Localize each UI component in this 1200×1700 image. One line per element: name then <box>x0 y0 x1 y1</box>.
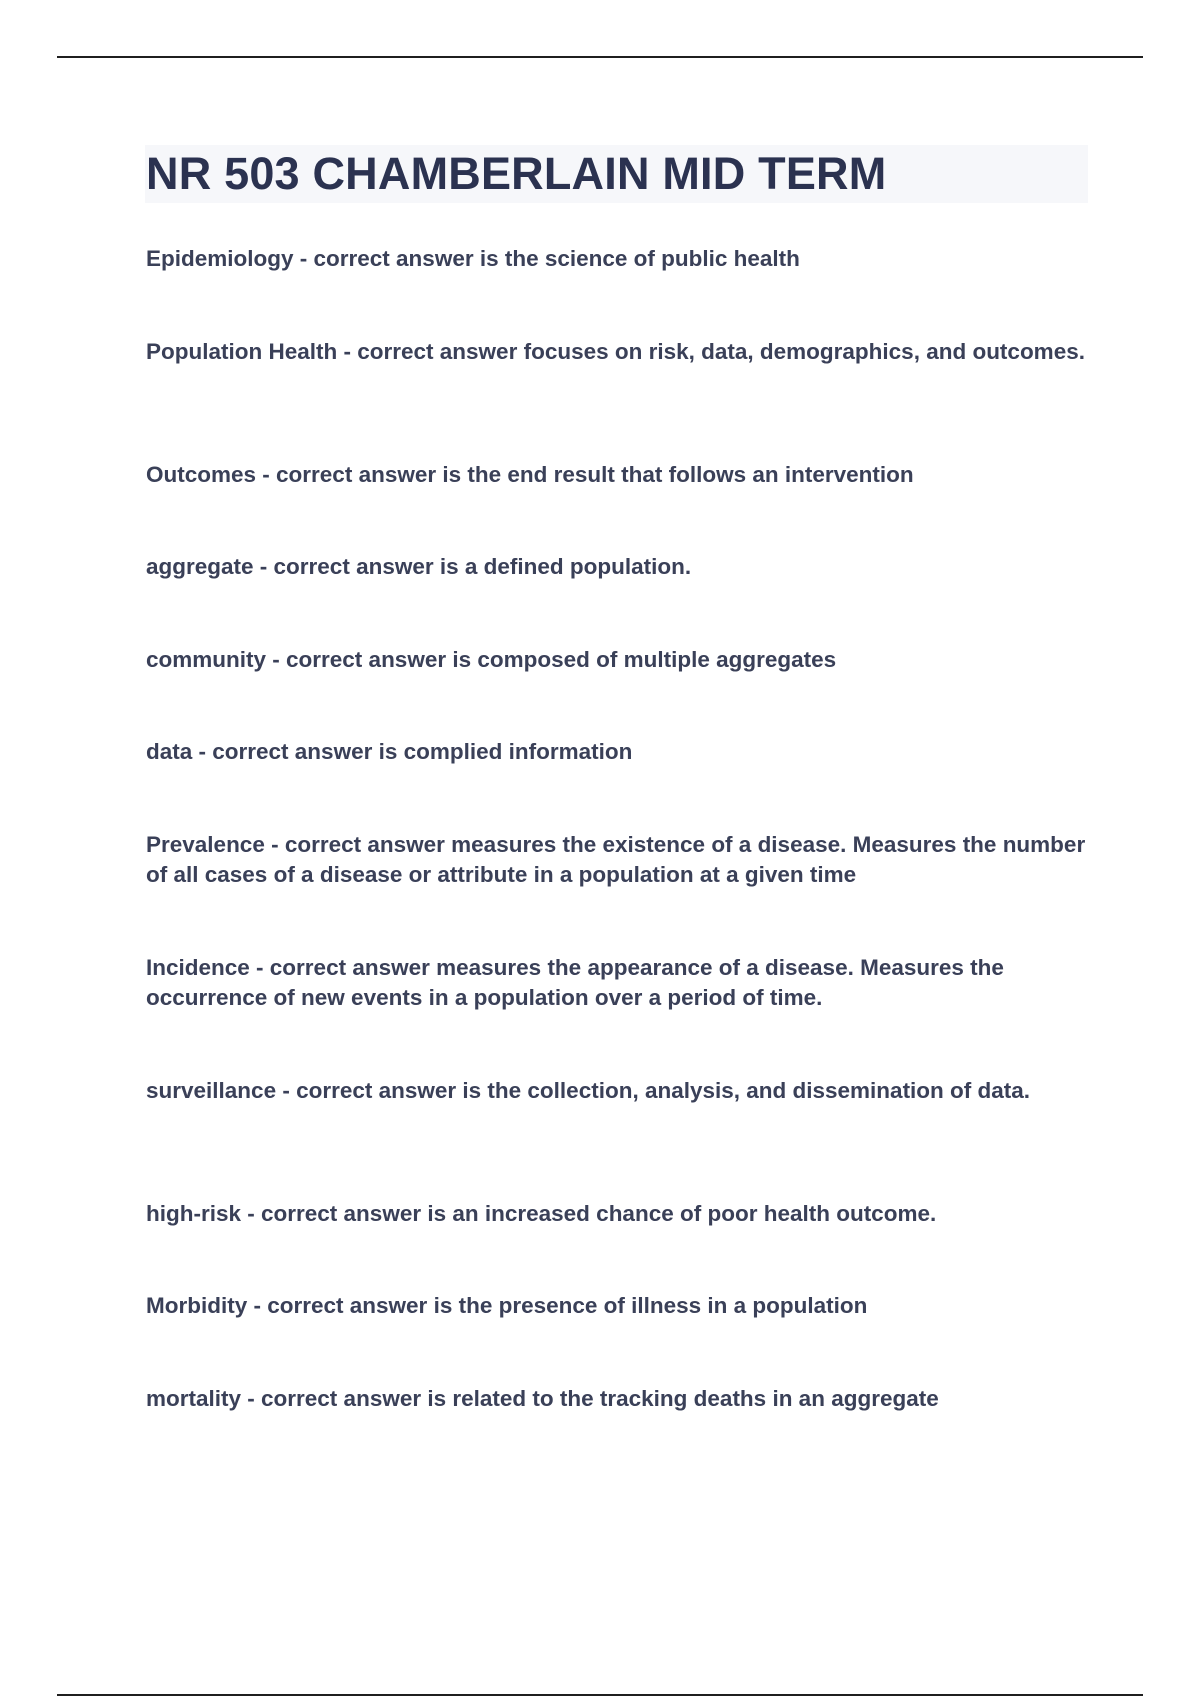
term-entry: data - correct answer is complied information <box>146 739 633 764</box>
top-rule <box>57 56 1143 58</box>
term-entry: Outcomes - correct answer is the end result that follows an intervention <box>146 461 914 487</box>
bottom-rule <box>57 1694 1143 1696</box>
term-entry: Prevalence - correct answer measures the existence of a disease. Measures the number of all cases of a disease or attribute in a population at a given time <box>146 831 1086 887</box>
term-entry: Incidence - correct answer measures the appearance of a disease. Measures the occurrence of new events in a population over a period of time. <box>146 954 1004 1010</box>
term-entry: aggregate - correct answer is a defined population. <box>146 554 692 579</box>
term-entry: mortality - correct answer is related to the tracking deaths in an aggregate <box>146 1385 939 1411</box>
term-entry: surveillance - correct answer is the collection, analysis, and dissemination of data. <box>146 1077 1031 1103</box>
term-entry: Epidemiology - correct answer is the science of public health <box>146 246 800 271</box>
page-title: NR 503 CHAMBERLAIN MID TERM <box>146 148 887 199</box>
term-entry: Population Health - correct answer focuses on risk, data, demographics, and outcomes. <box>146 338 1085 364</box>
term-list <box>146 244 1096 1476</box>
term-entry: community - correct answer is composed of multiple aggregates <box>146 646 837 672</box>
term-entry: high-risk - correct answer is an increased chance of poor health outcome. <box>146 1200 937 1226</box>
term-entry: Morbidity - correct answer is the presence of illness in a population <box>146 1293 868 1318</box>
